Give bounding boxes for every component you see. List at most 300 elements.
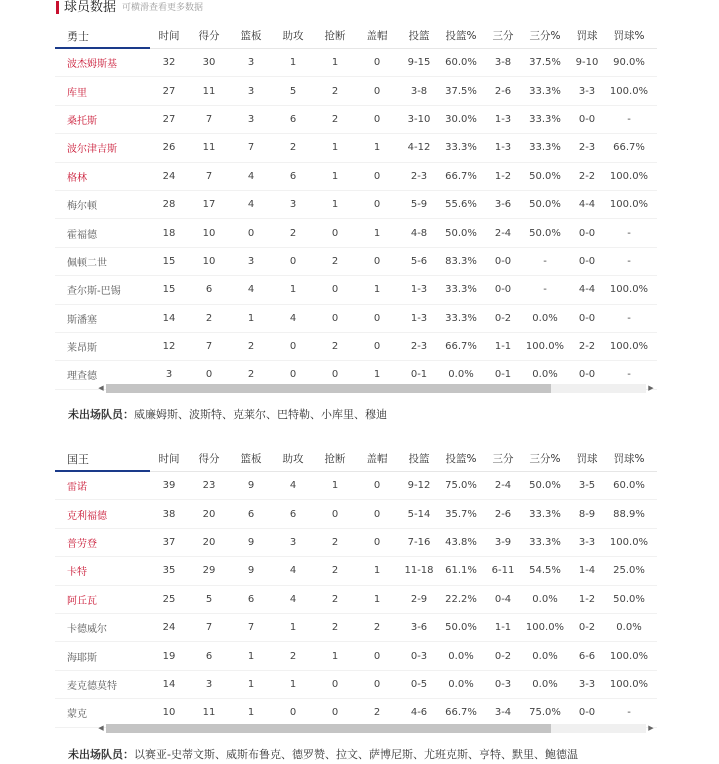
stat-ft-pct: 90.0% [613, 57, 645, 69]
stat-ft-pct: 100.0% [609, 85, 649, 97]
stat-rebounds: 4 [247, 199, 255, 211]
stat-threes: 0-0 [494, 284, 512, 296]
scroll-right-arrow-icon[interactable]: ▶ [648, 384, 654, 392]
table-row [55, 472, 657, 500]
stat-ft: 0-0 [578, 369, 596, 381]
stat-assists: 4 [289, 593, 297, 605]
stat-points: 10 [202, 227, 216, 239]
stat-blocks: 1 [373, 565, 381, 577]
stat-threes: 0-4 [494, 593, 512, 605]
column-header-assists: 助攻 [282, 30, 304, 42]
stat-fg: 5-14 [407, 508, 431, 520]
stat-threes: 1-2 [494, 170, 512, 182]
stat-rebounds: 3 [247, 113, 255, 125]
stat-ft-pct: 60.0% [613, 480, 645, 492]
team-tab-underline [55, 470, 150, 472]
stat-minutes: 14 [162, 678, 176, 690]
stat-rebounds: 3 [247, 57, 255, 69]
stat-ft: 0-2 [578, 622, 596, 634]
stat-threes: 3-9 [494, 536, 512, 548]
stat-threes: 3-4 [494, 707, 512, 719]
stat-minutes: 19 [162, 650, 176, 662]
player-name-link[interactable]: 斯潘塞 [67, 314, 97, 326]
stat-minutes: 15 [162, 284, 176, 296]
stat-fg-pct: 66.7% [445, 170, 477, 182]
stat-points: 3 [205, 678, 213, 690]
player-name-link[interactable]: 克利福德 [67, 510, 107, 522]
scroll-left-arrow-icon[interactable]: ◀ [98, 384, 104, 392]
table-row [55, 77, 657, 105]
stat-threes: 2-6 [494, 85, 512, 97]
stat-three-pct: 33.3% [529, 142, 561, 154]
player-name-link[interactable]: 普劳登 [67, 538, 97, 550]
column-header-ft-pct: 罚球% [613, 30, 645, 42]
stat-fg: 4-6 [410, 707, 428, 719]
stat-ft: 1-4 [578, 565, 596, 577]
stat-threes: 6-11 [491, 565, 515, 577]
stat-minutes: 28 [162, 199, 176, 211]
table-row [55, 500, 657, 528]
team-tab[interactable]: 国王 [67, 452, 89, 466]
stat-three-pct: 0.0% [532, 593, 558, 605]
stat-points: 6 [205, 650, 213, 662]
stat-ft: 9-10 [575, 57, 599, 69]
stat-steals: 1 [331, 480, 339, 492]
column-header-blocks: 盖帽 [366, 30, 388, 42]
stat-ft: 0-0 [578, 312, 596, 324]
warriors-table-scrollbar[interactable] [96, 382, 656, 394]
player-name-link[interactable]: 库里 [67, 87, 87, 99]
stat-three-pct: 100.0% [525, 622, 565, 634]
scroll-right-arrow-icon[interactable]: ▶ [648, 724, 654, 732]
stat-blocks: 2 [373, 707, 381, 719]
stat-three-pct: 33.3% [529, 113, 561, 125]
stat-three-pct: - [543, 284, 547, 296]
player-name-link[interactable]: 理查德 [67, 371, 97, 383]
stat-fg-pct: 35.7% [445, 508, 477, 520]
stat-fg-pct: 61.1% [445, 565, 477, 577]
table-row [55, 163, 657, 191]
stat-threes: 1-3 [494, 142, 512, 154]
stat-ft-pct: 100.0% [609, 536, 649, 548]
player-name-link[interactable]: 莱昂斯 [67, 343, 97, 355]
stat-assists: 3 [289, 536, 297, 548]
column-header-steals: 抢断 [324, 453, 346, 465]
stat-ft: 4-4 [578, 284, 596, 296]
player-name-link[interactable]: 阿丘瓦 [67, 595, 97, 607]
stat-fg-pct: 30.0% [445, 113, 477, 125]
stat-minutes: 32 [162, 57, 176, 69]
stat-assists: 1 [289, 284, 297, 296]
player-name-link[interactable]: 查尔斯-巴锡 [67, 286, 121, 298]
stat-fg: 11-18 [404, 565, 434, 577]
stat-blocks: 0 [373, 650, 381, 662]
column-header-blocks: 盖帽 [366, 453, 388, 465]
stat-minutes: 25 [162, 593, 176, 605]
column-header-points: 得分 [198, 453, 220, 465]
stat-minutes: 24 [162, 170, 176, 182]
stat-assists: 2 [289, 650, 297, 662]
stat-fg-pct: 37.5% [445, 85, 477, 97]
scrollbar-thumb[interactable] [106, 724, 551, 733]
stat-fg-pct: 43.8% [445, 536, 477, 548]
stat-three-pct: 0.0% [532, 650, 558, 662]
stat-rebounds: 1 [247, 312, 255, 324]
stat-three-pct: 50.0% [529, 199, 561, 211]
column-header-three-pct: 三分% [529, 453, 561, 465]
stat-ft: 3-3 [578, 536, 596, 548]
stat-blocks: 0 [373, 678, 381, 690]
stat-fg: 0-5 [410, 678, 428, 690]
column-header-ft: 罚球 [576, 30, 598, 42]
stat-blocks: 2 [373, 622, 381, 634]
column-header-fg: 投篮 [408, 30, 430, 42]
stat-minutes: 18 [162, 227, 176, 239]
table-row [55, 134, 657, 162]
stat-assists: 6 [289, 170, 297, 182]
stat-assists: 1 [289, 57, 297, 69]
stat-ft-pct: 66.7% [613, 142, 645, 154]
column-header-steals: 抢断 [324, 30, 346, 42]
stat-ft: 6-6 [578, 650, 596, 662]
stat-steals: 2 [331, 85, 339, 97]
stat-assists: 4 [289, 565, 297, 577]
stat-ft-pct: 50.0% [613, 593, 645, 605]
stat-three-pct: 37.5% [529, 57, 561, 69]
stat-points: 20 [202, 536, 216, 548]
stat-fg-pct: 60.0% [445, 57, 477, 69]
player-name-link[interactable]: 麦克德莫特 [67, 680, 117, 692]
stat-rebounds: 4 [247, 170, 255, 182]
stat-fg-pct: 0.0% [448, 678, 474, 690]
stat-minutes: 39 [162, 480, 176, 492]
table-row [55, 557, 657, 585]
stat-steals: 0 [331, 508, 339, 520]
stat-points: 17 [202, 199, 216, 211]
stat-ft: 1-2 [578, 593, 596, 605]
stat-blocks: 1 [373, 227, 381, 239]
team-tab-underline [55, 47, 150, 49]
column-header-minutes: 时间 [158, 30, 180, 42]
stat-assists: 0 [289, 341, 297, 353]
table-row [55, 671, 657, 699]
stat-points: 2 [205, 312, 213, 324]
stat-minutes: 12 [162, 341, 176, 353]
stat-ft-pct: 100.0% [609, 678, 649, 690]
stat-minutes: 3 [165, 369, 173, 381]
scrollbar-track[interactable] [106, 384, 646, 393]
stat-ft-pct: - [627, 369, 631, 381]
stat-assists: 6 [289, 113, 297, 125]
stat-ft-pct: 88.9% [613, 508, 645, 520]
column-header-ft-pct: 罚球% [613, 453, 645, 465]
stat-ft-pct: - [627, 227, 631, 239]
kings-stats-table [55, 445, 657, 728]
stat-steals: 1 [331, 142, 339, 154]
stat-points: 7 [205, 170, 213, 182]
stat-blocks: 0 [373, 508, 381, 520]
stat-ft-pct: 100.0% [609, 650, 649, 662]
stat-minutes: 10 [162, 707, 176, 719]
stat-minutes: 38 [162, 508, 176, 520]
player-name-link[interactable]: 格林 [67, 172, 87, 184]
stat-rebounds: 2 [247, 369, 255, 381]
stat-fg: 1-3 [410, 312, 428, 324]
stat-assists: 3 [289, 199, 297, 211]
stat-points: 7 [205, 113, 213, 125]
stat-points: 11 [202, 142, 216, 154]
stat-steals: 2 [331, 255, 339, 267]
stat-rebounds: 2 [247, 341, 255, 353]
table-row [55, 49, 657, 77]
player-name-link[interactable]: 海耶斯 [67, 652, 97, 664]
player-name-link[interactable]: 桑托斯 [67, 115, 97, 127]
stat-fg-pct: 75.0% [445, 480, 477, 492]
stat-rebounds: 3 [247, 85, 255, 97]
stat-rebounds: 1 [247, 707, 255, 719]
stat-three-pct: - [543, 255, 547, 267]
section-title: 球员数据 [64, 0, 117, 15]
stat-steals: 1 [331, 170, 339, 182]
stat-threes: 0-2 [494, 312, 512, 324]
stat-points: 0 [205, 369, 213, 381]
stat-steals: 0 [331, 707, 339, 719]
scroll-left-arrow-icon[interactable]: ◀ [98, 724, 104, 732]
stat-ft-pct: 100.0% [609, 341, 649, 353]
stat-three-pct: 100.0% [525, 341, 565, 353]
stat-points: 30 [202, 57, 216, 69]
stat-fg: 5-6 [410, 255, 428, 267]
stat-threes: 0-3 [494, 678, 512, 690]
stat-blocks: 0 [373, 199, 381, 211]
stat-assists: 0 [289, 369, 297, 381]
stat-rebounds: 9 [247, 565, 255, 577]
stat-rebounds: 9 [247, 480, 255, 492]
stat-steals: 0 [331, 227, 339, 239]
kings-table-scrollbar[interactable] [96, 722, 656, 734]
stat-ft-pct: 100.0% [609, 199, 649, 211]
dnp-players: 以赛亚-史蒂文斯、威斯布鲁克、德罗赞、拉文、萨博尼斯、尤班克斯、亨特、默里、鲍德温 [134, 748, 578, 761]
kings-dnp-line [68, 746, 578, 762]
column-header-assists: 助攻 [282, 453, 304, 465]
stat-fg: 1-3 [410, 284, 428, 296]
column-header-ft: 罚球 [576, 453, 598, 465]
player-name-link[interactable]: 蒙克 [67, 709, 87, 721]
column-header-fg-pct: 投篮% [445, 30, 477, 42]
stat-points: 23 [202, 480, 216, 492]
stat-threes: 1-1 [494, 622, 512, 634]
stat-ft: 3-3 [578, 678, 596, 690]
stat-steals: 0 [331, 369, 339, 381]
table-row [55, 248, 657, 276]
stat-points: 7 [205, 341, 213, 353]
stat-ft: 2-2 [578, 170, 596, 182]
stat-threes: 2-4 [494, 480, 512, 492]
stat-three-pct: 33.3% [529, 85, 561, 97]
stat-blocks: 0 [373, 255, 381, 267]
stat-points: 20 [202, 508, 216, 520]
stat-rebounds: 7 [247, 622, 255, 634]
stat-blocks: 0 [373, 57, 381, 69]
stat-points: 11 [202, 707, 216, 719]
column-header-points: 得分 [198, 30, 220, 42]
stat-blocks: 0 [373, 536, 381, 548]
stat-fg-pct: 55.6% [445, 199, 477, 211]
stat-fg: 3-6 [410, 622, 428, 634]
table-row [55, 642, 657, 670]
player-name-link[interactable]: 霍福德 [67, 229, 97, 241]
stat-three-pct: 33.3% [529, 508, 561, 520]
stat-points: 29 [202, 565, 216, 577]
stat-three-pct: 50.0% [529, 480, 561, 492]
dnp-players: 威廉姆斯、波斯特、克莱尔、巴特勒、小库里、穆迪 [134, 408, 387, 421]
dnp-label: 未出场队员： [68, 748, 134, 761]
stat-assists: 1 [289, 678, 297, 690]
table-header-row [55, 445, 657, 472]
table-row [55, 106, 657, 134]
stat-ft-pct: 25.0% [613, 565, 645, 577]
team-tab[interactable]: 勇士 [67, 29, 89, 43]
stat-steals: 2 [331, 113, 339, 125]
stat-ft-pct: 0.0% [616, 622, 642, 634]
stat-fg: 4-12 [407, 142, 431, 154]
stat-assists: 0 [289, 707, 297, 719]
player-name-link[interactable]: 卡德威尔 [67, 624, 107, 636]
stat-steals: 0 [331, 312, 339, 324]
stat-steals: 2 [331, 536, 339, 548]
stat-steals: 2 [331, 622, 339, 634]
stat-assists: 5 [289, 85, 297, 97]
stat-assists: 6 [289, 508, 297, 520]
stat-blocks: 0 [373, 85, 381, 97]
stat-fg-pct: 50.0% [445, 227, 477, 239]
stat-ft: 2-2 [578, 341, 596, 353]
scrollbar-track[interactable] [106, 724, 646, 733]
stat-assists: 2 [289, 142, 297, 154]
stat-threes: 2-6 [494, 508, 512, 520]
player-name-link[interactable]: 卡特 [67, 567, 87, 579]
stat-fg: 0-3 [410, 650, 428, 662]
stat-fg: 7-16 [407, 536, 431, 548]
column-header-threes: 三分 [492, 453, 514, 465]
stat-assists: 1 [289, 622, 297, 634]
stat-three-pct: 0.0% [532, 369, 558, 381]
stat-threes: 0-0 [494, 255, 512, 267]
stat-steals: 0 [331, 678, 339, 690]
stat-rebounds: 3 [247, 255, 255, 267]
stat-three-pct: 0.0% [532, 678, 558, 690]
stat-ft: 4-4 [578, 199, 596, 211]
column-header-three-pct: 三分% [529, 30, 561, 42]
header-divider [150, 471, 657, 472]
player-name-link[interactable]: 雷诺 [67, 482, 87, 494]
stat-blocks: 0 [373, 341, 381, 353]
stat-fg-pct: 66.7% [445, 707, 477, 719]
stat-fg: 5-9 [410, 199, 428, 211]
stat-fg-pct: 33.3% [445, 312, 477, 324]
stat-ft: 0-0 [578, 255, 596, 267]
stat-ft-pct: 100.0% [609, 170, 649, 182]
stat-points: 6 [205, 284, 213, 296]
stat-fg-pct: 33.3% [445, 142, 477, 154]
stat-threes: 0-1 [494, 369, 512, 381]
stat-rebounds: 1 [247, 678, 255, 690]
player-name-link[interactable]: 梅尔顿 [67, 201, 97, 213]
stat-blocks: 1 [373, 284, 381, 296]
stat-fg: 9-15 [407, 57, 431, 69]
stat-assists: 4 [289, 312, 297, 324]
header-divider [150, 48, 657, 49]
stat-rebounds: 1 [247, 650, 255, 662]
stat-fg-pct: 33.3% [445, 284, 477, 296]
player-name-link[interactable]: 佩顿二世 [67, 257, 107, 269]
stat-fg: 3-10 [407, 113, 431, 125]
stat-minutes: 27 [162, 113, 176, 125]
column-header-rebounds: 篮板 [240, 30, 262, 42]
table-row [55, 614, 657, 642]
stat-ft: 2-3 [578, 142, 596, 154]
table-row [55, 219, 657, 247]
stat-blocks: 0 [373, 170, 381, 182]
stat-rebounds: 4 [247, 284, 255, 296]
stat-three-pct: 75.0% [529, 707, 561, 719]
section-header [56, 0, 696, 14]
stat-ft-pct: 100.0% [609, 284, 649, 296]
stat-threes: 1-3 [494, 113, 512, 125]
stat-points: 10 [202, 255, 216, 267]
stat-fg: 2-3 [410, 170, 428, 182]
scrollbar-thumb[interactable] [106, 384, 551, 393]
player-name-link[interactable]: 波杰姆斯基 [67, 59, 117, 71]
player-name-link[interactable]: 波尔津吉斯 [67, 144, 117, 156]
stat-blocks: 0 [373, 480, 381, 492]
stat-steals: 2 [331, 341, 339, 353]
column-header-cut [650, 30, 658, 42]
stat-steals: 0 [331, 284, 339, 296]
stat-fg: 4-8 [410, 227, 428, 239]
stat-threes: 2-4 [494, 227, 512, 239]
stat-minutes: 37 [162, 536, 176, 548]
stat-three-pct: 50.0% [529, 170, 561, 182]
stat-steals: 1 [331, 57, 339, 69]
stat-ft-pct: - [627, 707, 631, 719]
stat-steals: 1 [331, 199, 339, 211]
stat-points: 11 [202, 85, 216, 97]
stat-threes: 1-1 [494, 341, 512, 353]
stat-assists: 2 [289, 227, 297, 239]
stat-minutes: 14 [162, 312, 176, 324]
stat-blocks: 0 [373, 312, 381, 324]
table-row [55, 305, 657, 333]
stat-points: 7 [205, 622, 213, 634]
stat-assists: 0 [289, 255, 297, 267]
stat-ft-pct: - [627, 255, 631, 267]
table-row [55, 276, 657, 304]
accent-bar [56, 1, 59, 14]
stat-ft: 0-0 [578, 707, 596, 719]
stat-ft-pct: - [627, 113, 631, 125]
table-header-row [55, 22, 657, 49]
column-header-minutes: 时间 [158, 453, 180, 465]
column-header-fg-pct: 投篮% [445, 453, 477, 465]
table-row [55, 586, 657, 614]
column-header-cut [650, 453, 658, 465]
warriors-stats-table [55, 22, 657, 390]
stat-three-pct: 33.3% [529, 536, 561, 548]
stat-threes: 3-6 [494, 199, 512, 211]
stat-fg: 2-9 [410, 593, 428, 605]
stat-points: 5 [205, 593, 213, 605]
